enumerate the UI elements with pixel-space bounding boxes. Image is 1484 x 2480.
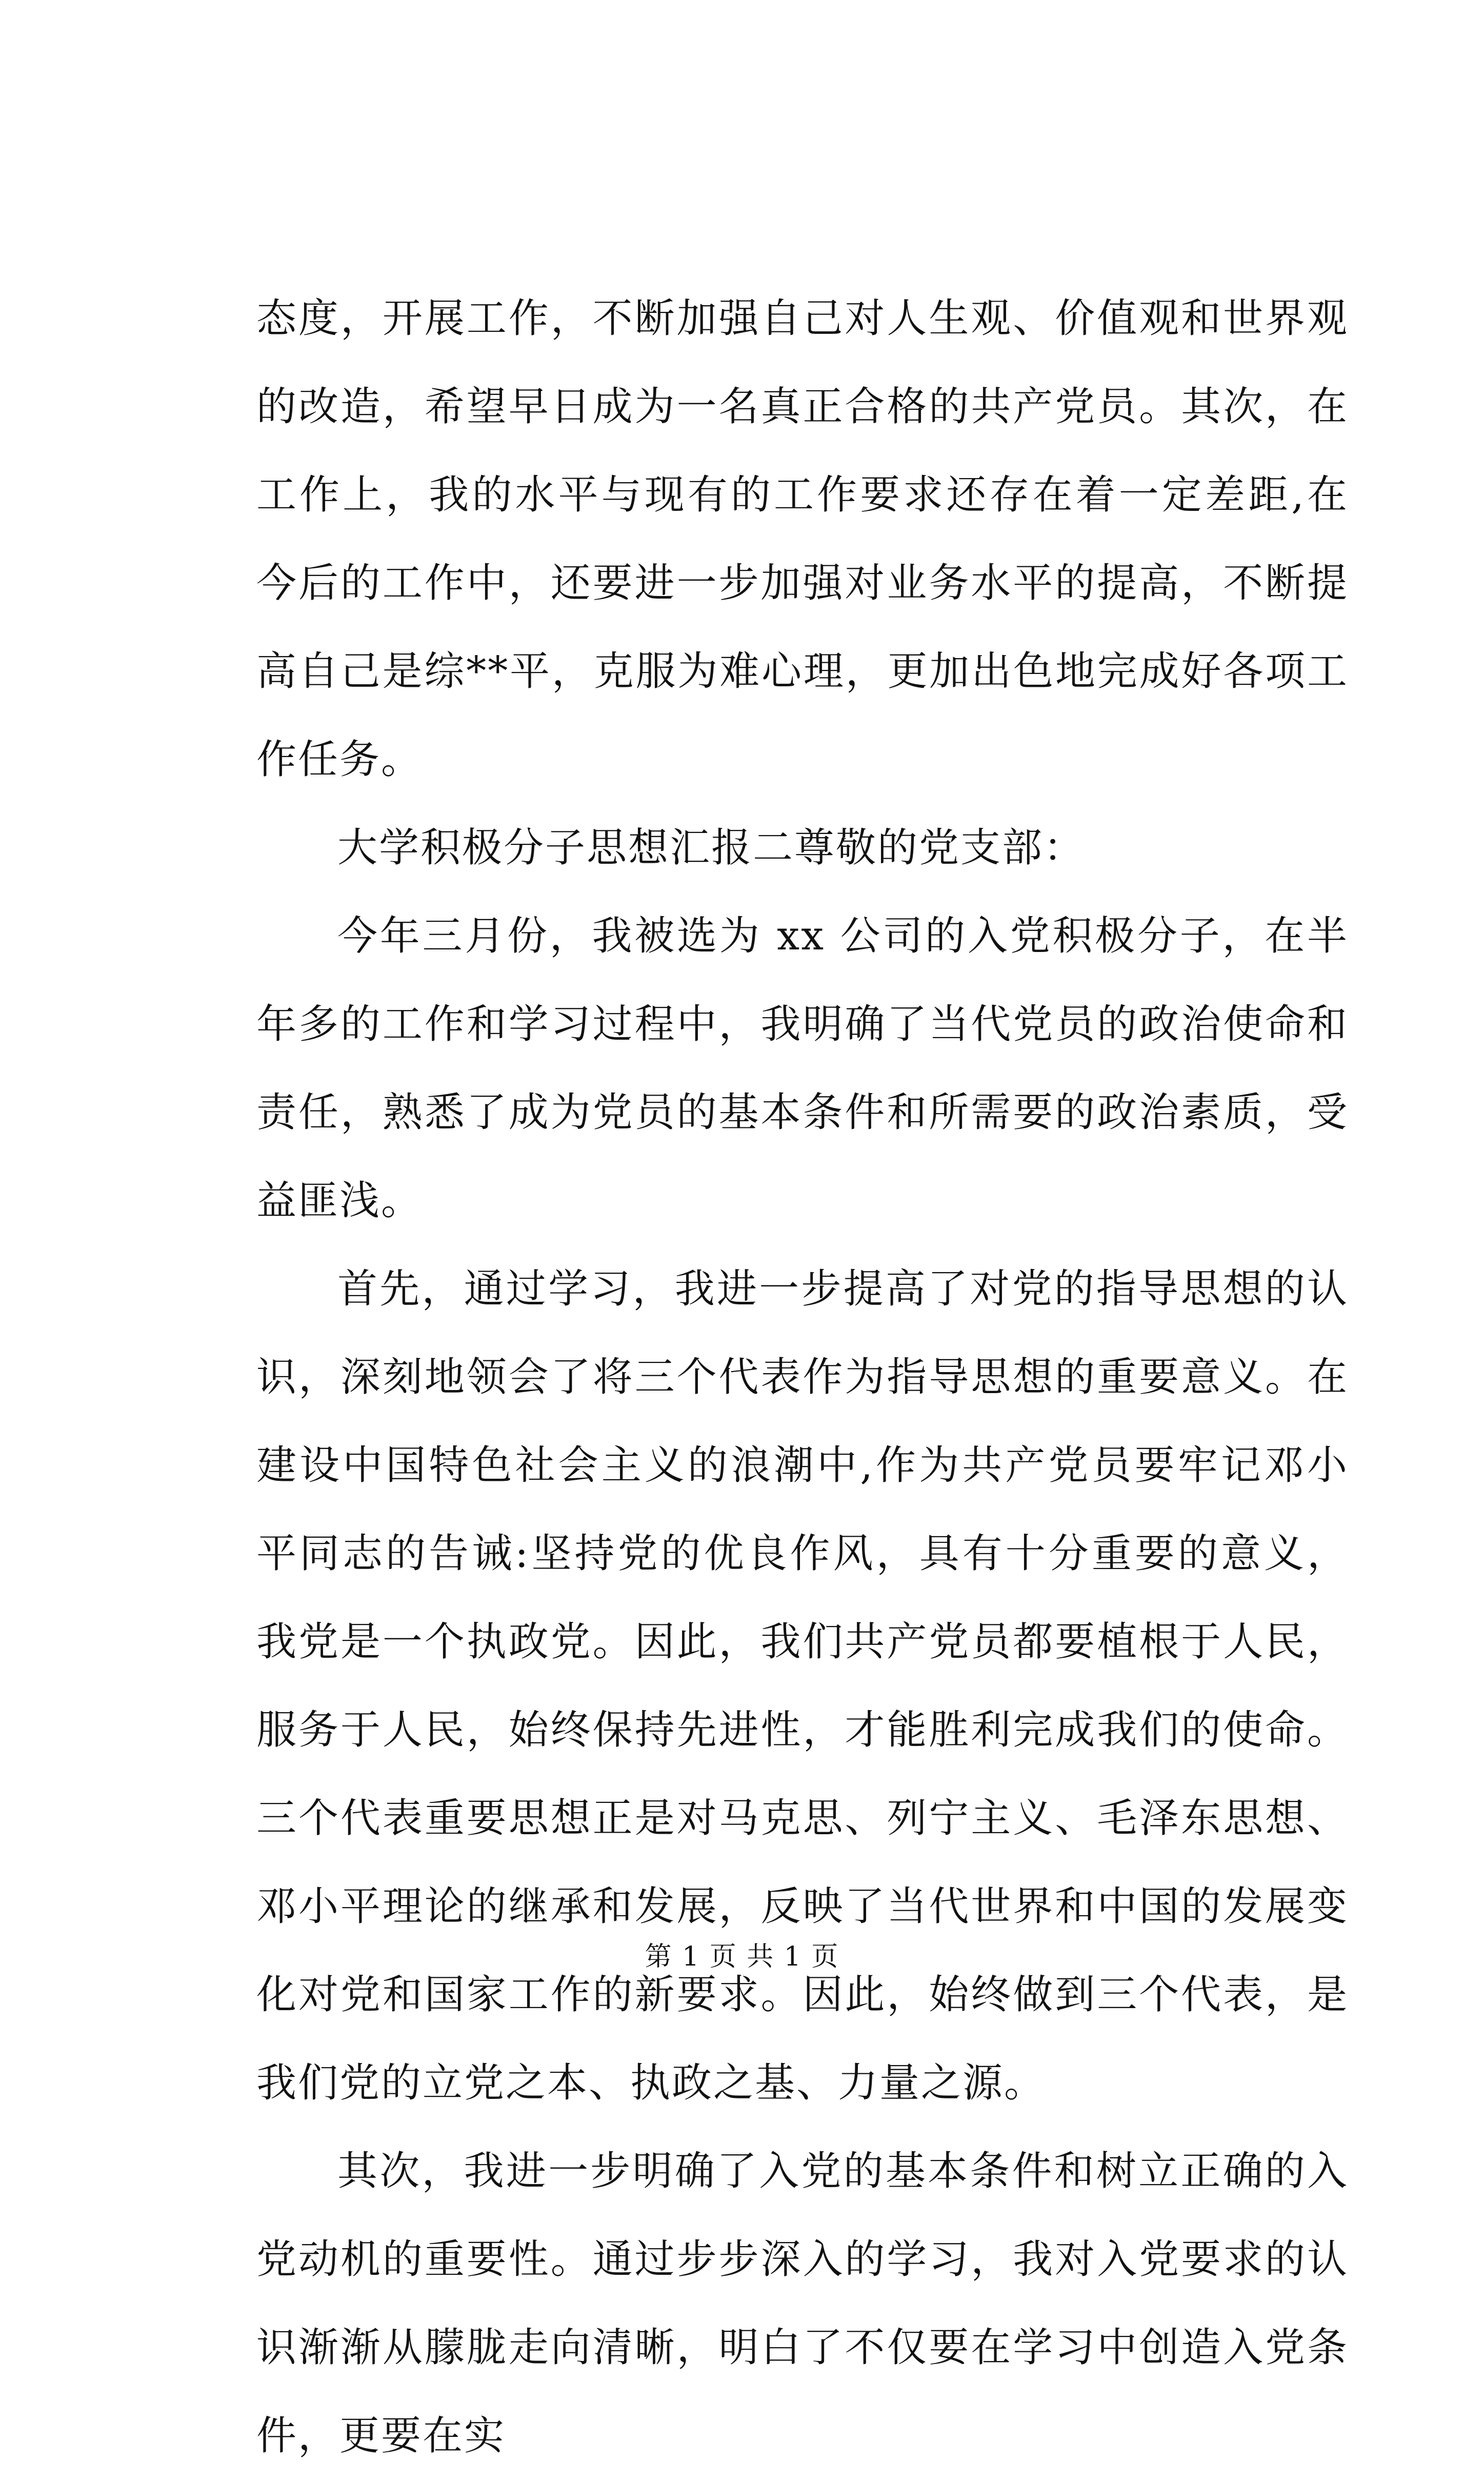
paragraph-first-point: 首先，通过学习，我进一步提高了对党的指导思想的认识，深刻地领会了将三个代表作为指导思想的重要意义。在建设中国特色社会主义的浪潮中,作为共产党员要牢记邓小平同志的告诫:坚持党的优良作风，具有十分重要的意义，我党是一个执政党。因此，我们共产党员都要植根于人民，服务于人民，始终保持先进性，才能胜利完成我们的使命。三个代表重要思想正是对马克思、列宁主义、毛泽东思想、邓小平理论的继承和发展，反映了当代世界和中国的发展变化对党和国家工作的新要求。因此，始终做到三个代表，是我们党的立党之本、执政之基、力量之源。 [256, 1266, 1349, 2106]
document-body [256, 274, 1349, 2480]
paragraph-intro: 今年三月份，我被选为 xx 公司的入党积极分子，在半年多的工作和学习过程中，我明确了当代党员的政治使命和责任，熟悉了成为党员的基本条件和所需要的政治素质，受益匪浅。 [256, 913, 1349, 1224]
paragraph-second-point: 其次，我进一步明确了入党的基本条件和树立正确的入党动机的重要性。通过步步深入的学习，我对入党要求的认识渐渐从朦胧走向清晰，明白了不仅要在学习中创造入党条件，更要在实 [256, 2148, 1349, 2459]
paragraph-continuation: 态度，开展工作，不断加强自己对人生观、价值观和世界观的改造，希望早日成为一名真正合格的共产党员。其次，在工作上，我的水平与现有的工作要求还存在着一定差距,在今后的工作中，还要进一步加强对业务水平的提高，不断提高自己是综**平，克服为难心理，更加出色地完成好各项工作任务。 [256, 295, 1349, 783]
paragraph-heading-report-two: 大学积极分子思想汇报二尊敬的党支部： [337, 825, 1086, 871]
page-footer: 第 1 页 共 1 页 [645, 1941, 839, 1972]
